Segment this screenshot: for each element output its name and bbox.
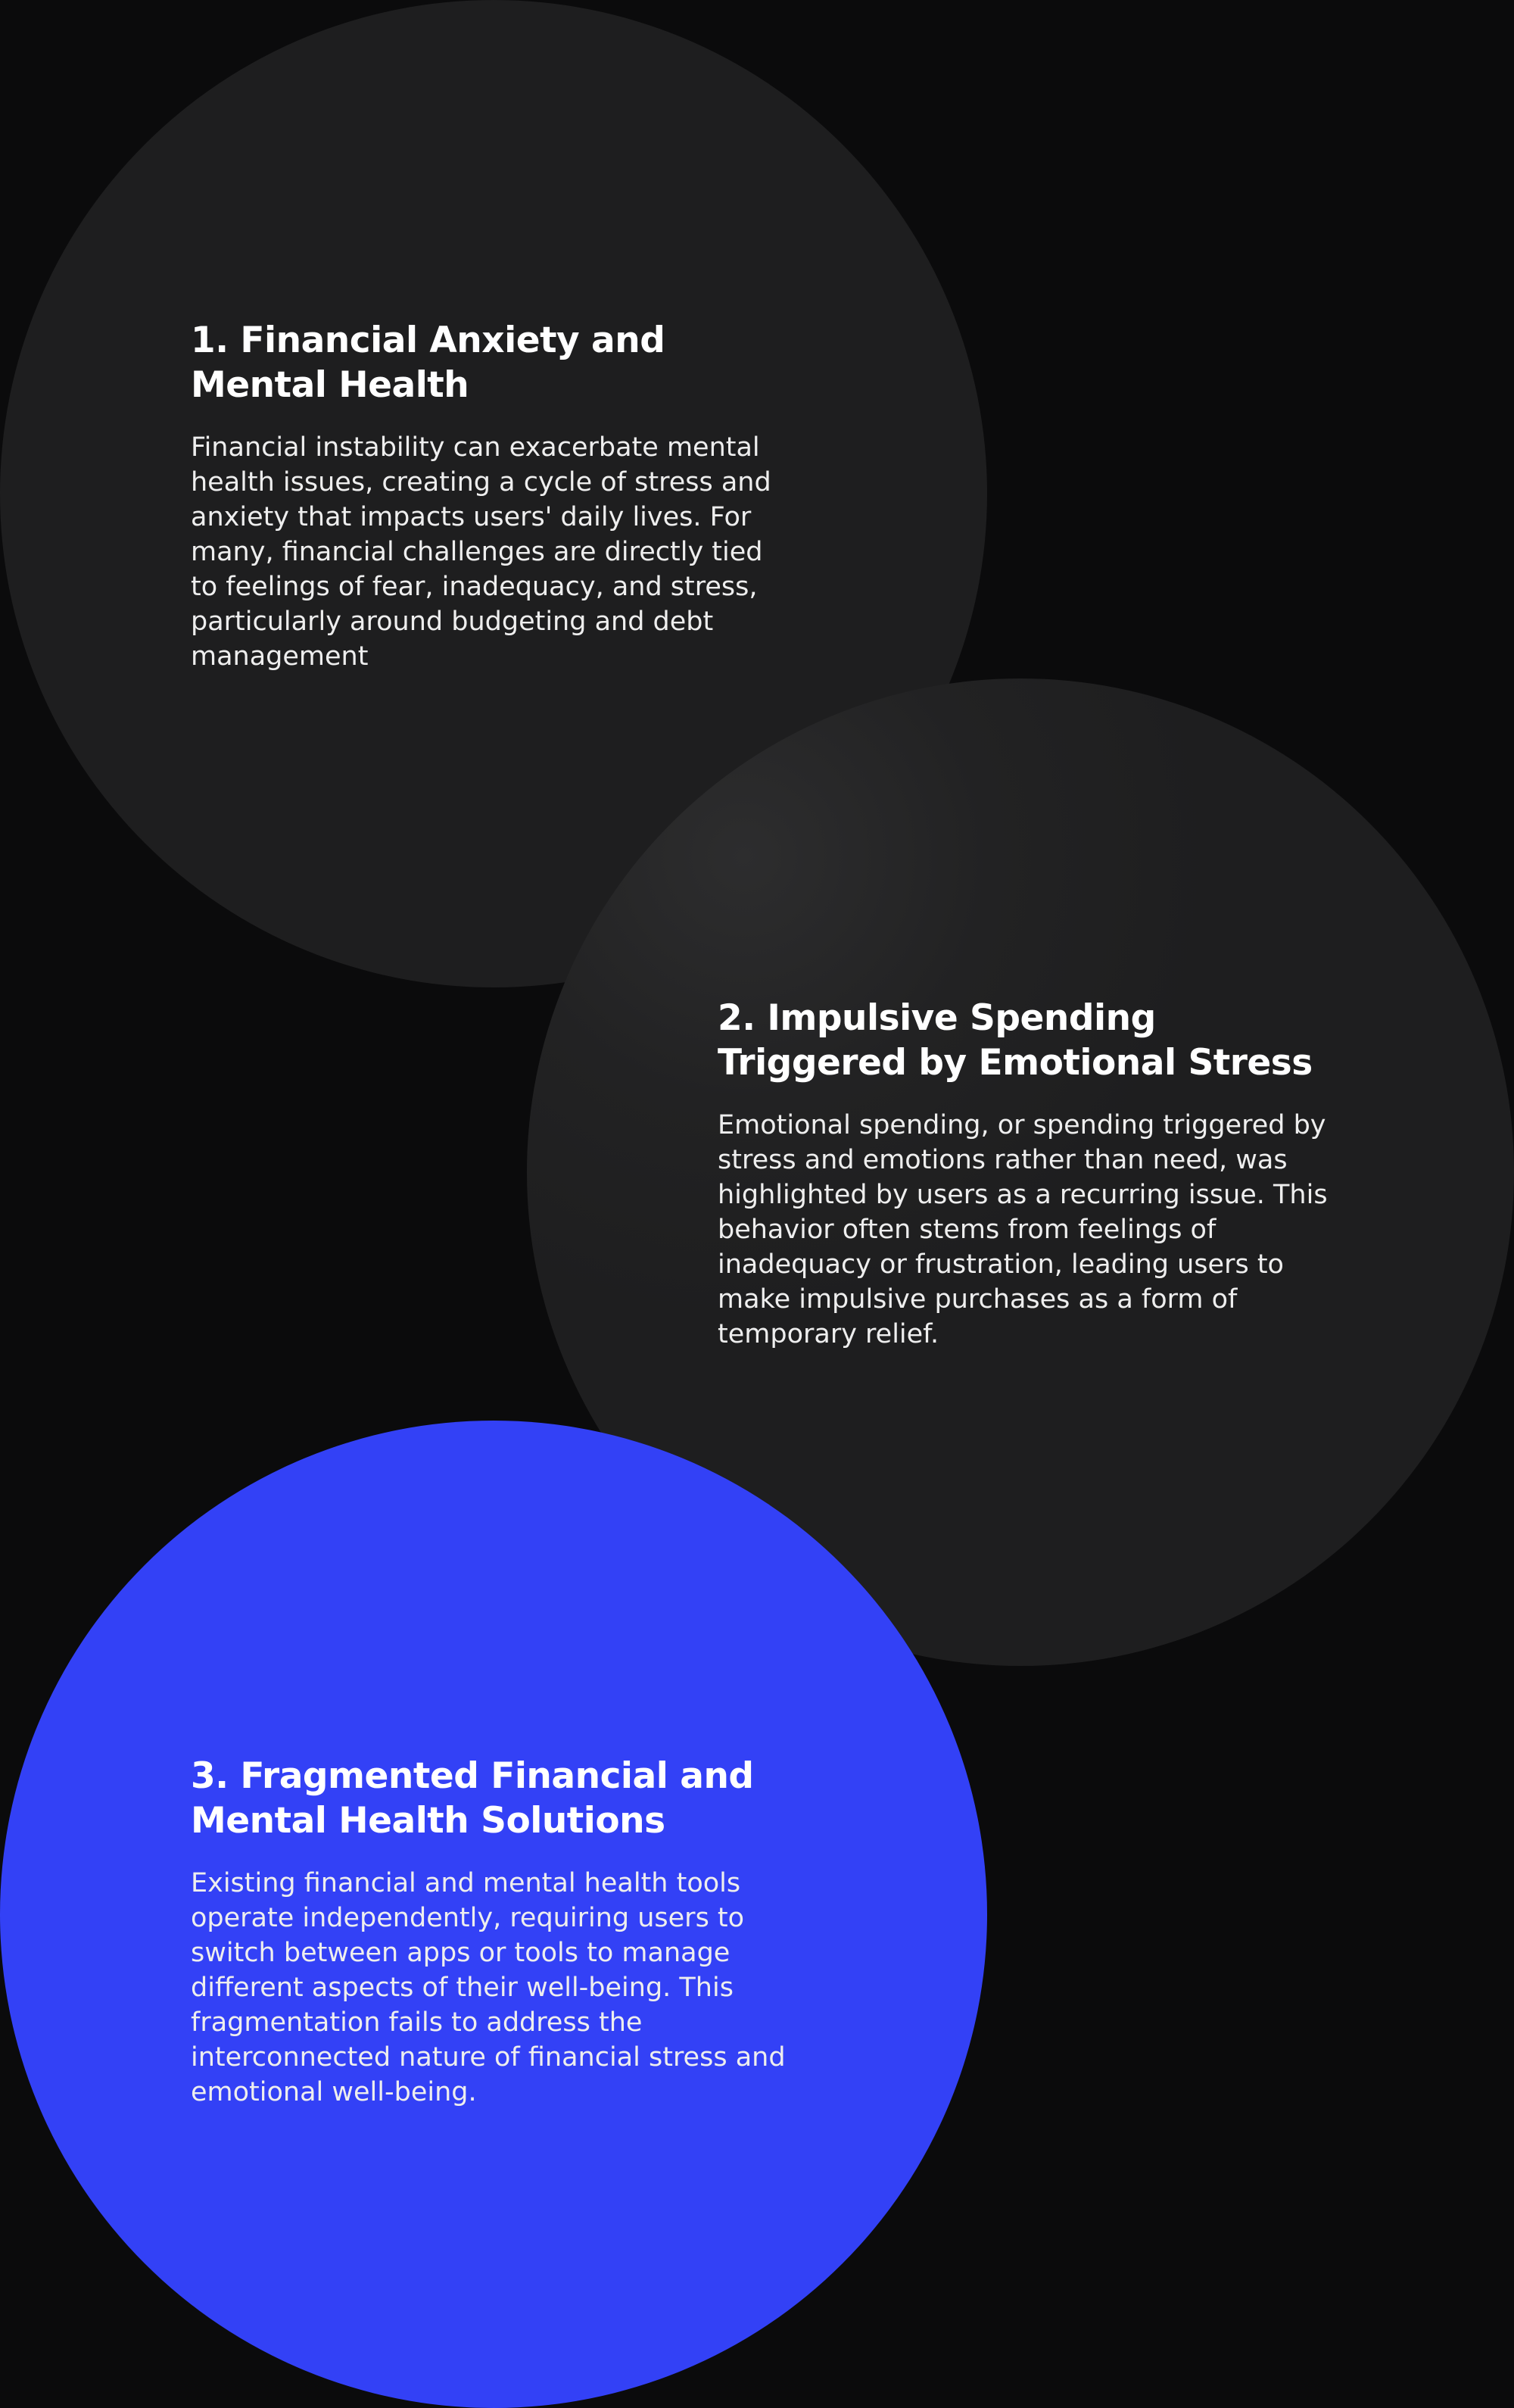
insight-body: Financial instability can exacerbate mental health issues, creating a cycle of stress and anxiety that impacts users' daily lives. For many, financial challenges are directly tied to feelings of fear, inadequacy, and stress, particularly around budgeting and debt management bbox=[191, 432, 771, 672]
insight-body: Emotional spending, or spending triggered by stress and emotions rather than need, was highlighted by users as a recurring issue. This behavior often stems from feelings of inadequacy or frustration, leading users to make impulsive purchases as a form of temporary relief. bbox=[718, 1110, 1328, 1349]
insight-title: 3. Fragmented Financial and Mental Health Solutions bbox=[191, 1755, 754, 1842]
insight-body: Existing financial and mental health tools operate independently, requiring users to switch between apps or tools to manage different aspects of their well-being. This fragmentation fails to address the interconnected nature of financial stress and emotional well-being. bbox=[191, 1868, 786, 2107]
insight-card-impulsive-spending bbox=[718, 996, 1338, 1352]
insight-card-fragmented-solutions bbox=[191, 1754, 796, 2110]
insight-title: 1. Financial Anxiety and Mental Health bbox=[191, 320, 665, 406]
insight-card-financial-anxiety bbox=[191, 318, 796, 674]
insight-title: 2. Impulsive Spending Triggered by Emotional Stress bbox=[718, 997, 1313, 1084]
